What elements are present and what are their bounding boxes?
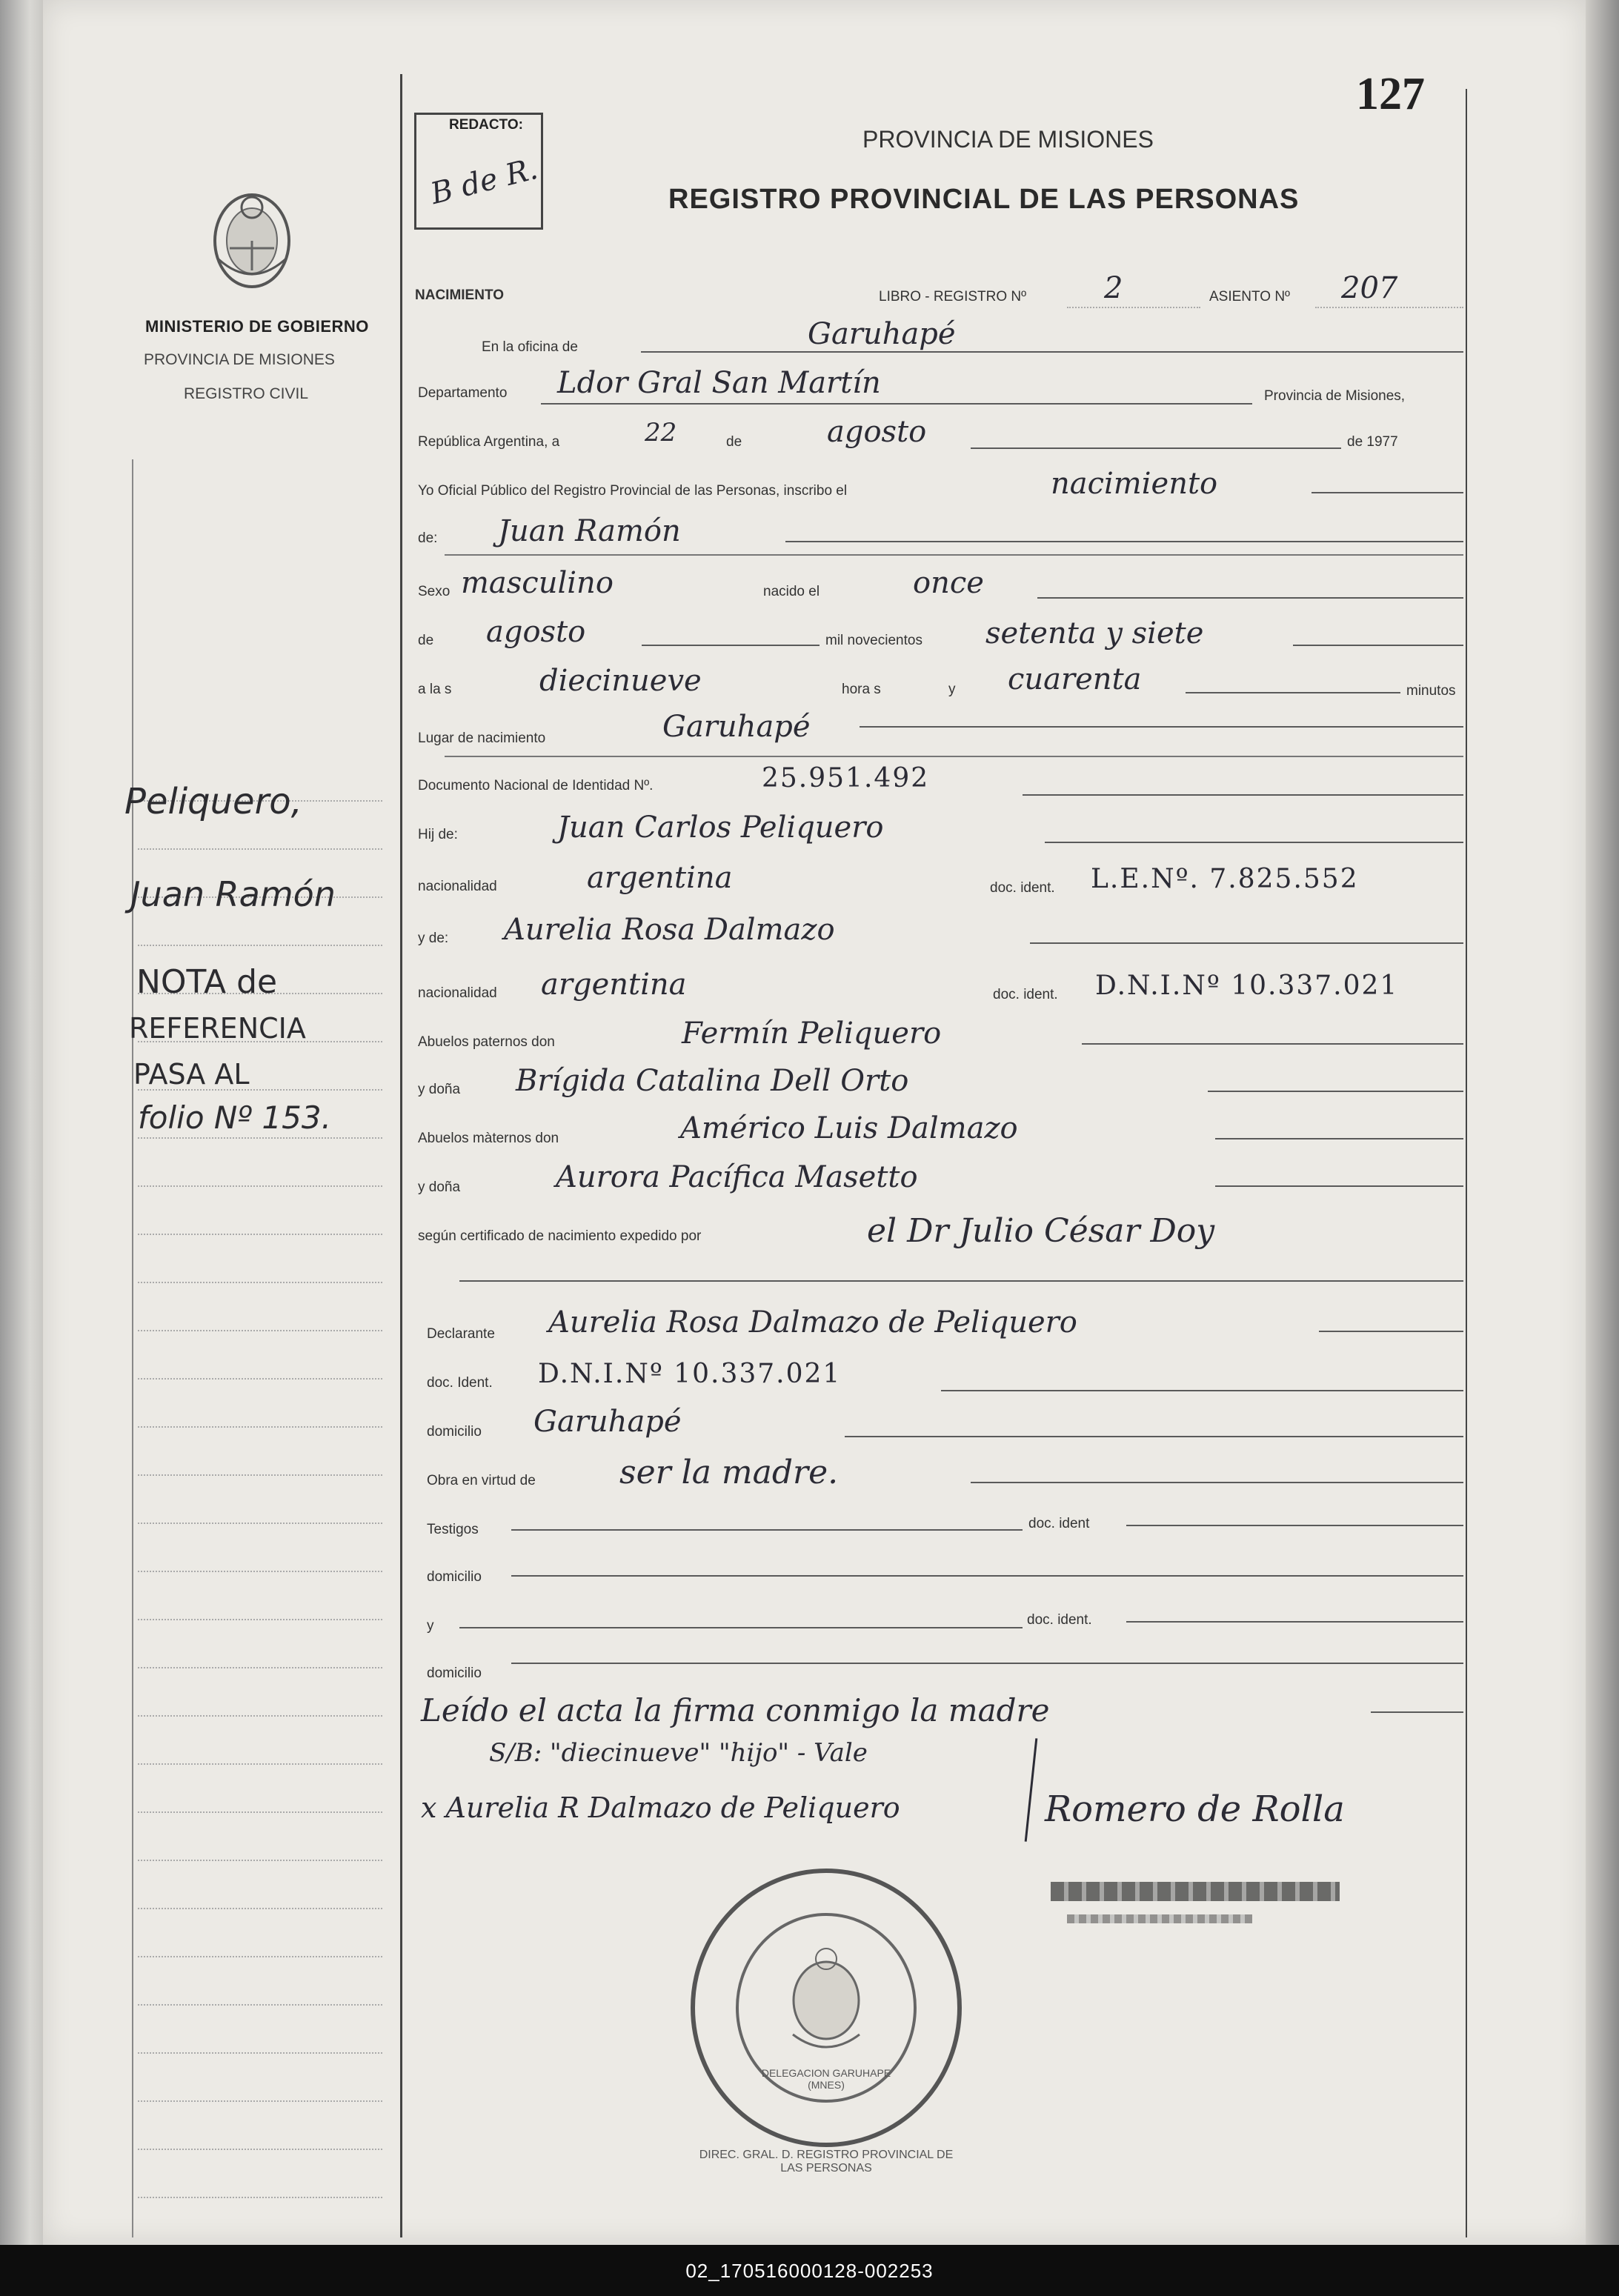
margin-note-line1: NOTA de xyxy=(136,963,278,1001)
oficina-label: En la oficina de xyxy=(482,339,578,355)
sexo-value: masculino xyxy=(461,566,614,600)
margin-line xyxy=(138,1908,382,1909)
domicilio2-line xyxy=(511,1575,1463,1577)
nac2-label: nacionalidad xyxy=(418,985,497,1001)
official-seal-icon xyxy=(682,1860,971,2149)
leido-line xyxy=(1371,1711,1463,1713)
minutos-line xyxy=(1186,692,1400,693)
certificado-value: el Dr Julio César Doy xyxy=(867,1212,1215,1250)
madre-value: Aurelia Rosa Dalmazo xyxy=(504,913,835,947)
dni-line xyxy=(1023,794,1463,796)
leido-text: Leído el acta la firma conmigo la madre xyxy=(421,1692,1050,1728)
alas-label: a la s xyxy=(418,682,452,697)
mes-nac-value: agosto xyxy=(486,615,586,649)
abuela-pat-line xyxy=(1208,1091,1463,1092)
oficina-line xyxy=(641,351,1463,353)
margin-line xyxy=(138,1860,382,1861)
redacted-stamp-bar xyxy=(1051,1882,1340,1901)
obra-line xyxy=(971,1482,1463,1483)
departamento-line xyxy=(541,403,1252,405)
oficial-value: nacimiento xyxy=(1051,467,1218,501)
margin-line xyxy=(138,1956,382,1957)
footer-code: 02_170516000128-002253 xyxy=(685,2260,934,2282)
mes-value: agosto xyxy=(827,415,927,449)
nacido-value: once xyxy=(913,566,984,600)
horas-value: diecinueve xyxy=(539,664,702,698)
docdecl-label: doc. Ident. xyxy=(427,1375,493,1391)
margin-line xyxy=(138,1137,382,1139)
de3-label: de xyxy=(418,633,434,648)
dia-value: 22 xyxy=(645,418,677,447)
header-province: PROVINCIA DE MISIONES xyxy=(862,126,1154,153)
testigos-line xyxy=(511,1529,1023,1531)
lugar-value: Garuhapé xyxy=(662,710,811,744)
oficina-value: Garuhapé xyxy=(808,317,956,351)
margin-surname: Peliquero, xyxy=(124,781,302,822)
mil-line xyxy=(1293,645,1463,646)
docident1-label: doc. ident xyxy=(1028,1516,1090,1531)
abuelo-pat-line xyxy=(1082,1043,1463,1045)
lugar-line xyxy=(860,726,1463,728)
domicilio3-label: domicilio xyxy=(427,1666,482,1681)
docident1-line xyxy=(1126,1525,1463,1526)
margin-line xyxy=(138,2100,382,2102)
certificado-line2 xyxy=(459,1280,1463,1282)
dni-value: 25.951.492 xyxy=(762,763,930,793)
right-form-rule xyxy=(1466,89,1467,2237)
docident2-line xyxy=(1126,1621,1463,1623)
dni-label: Documento Nacional de Identidad Nº. xyxy=(418,778,654,793)
nacido-label: nacido el xyxy=(763,584,820,599)
margin-line xyxy=(138,1523,382,1524)
obra-label: Obra en virtud de xyxy=(427,1473,536,1488)
docdecl-value: D.N.I.Nº 10.337.021 xyxy=(538,1359,842,1389)
mil-label: mil novecientos xyxy=(825,633,922,648)
nac1-label: nacionalidad xyxy=(418,879,497,894)
doc2-value: D.N.I.Nº 10.337.021 xyxy=(1095,971,1399,1001)
margin-line xyxy=(138,2052,382,2054)
page-number: 127 xyxy=(1356,69,1425,119)
nacimiento-label: NACIMIENTO xyxy=(415,287,504,303)
asiento-value: 207 xyxy=(1341,271,1398,305)
lugar-line2 xyxy=(445,756,1463,757)
provincia-label: Provincia de Misiones, xyxy=(1264,388,1406,404)
nac1-value: argentina xyxy=(587,861,733,895)
ydona2-label: y doña xyxy=(418,1179,461,1195)
horas-label: hora s xyxy=(842,682,881,697)
margin-note-line3: PASA AL xyxy=(133,1058,250,1091)
abuelos-mat-label: Abuelos màternos don xyxy=(418,1131,559,1146)
de-label: de xyxy=(726,434,742,450)
margin-line xyxy=(138,1185,382,1187)
mil-value: setenta y siete xyxy=(985,616,1204,650)
yde-label: y de: xyxy=(418,931,449,946)
anio-label: de 1977 xyxy=(1347,434,1398,450)
stamp-text: DIREC. GRAL. D. REGISTRO PROVINCIAL DE LAS PERSONAS xyxy=(699,2149,954,2174)
libro-line xyxy=(1067,307,1200,308)
margin-rule-left xyxy=(132,459,133,2237)
lugar-label: Lugar de nacimiento xyxy=(418,731,546,746)
firma-oficial: Romero de Rolla xyxy=(1045,1788,1345,1830)
margin-line xyxy=(138,1282,382,1283)
de2-label: de: xyxy=(418,530,438,546)
nombre-value: Juan Ramón xyxy=(498,514,681,548)
left-form-rule xyxy=(400,74,402,2237)
redacto-value: B de R. xyxy=(427,151,542,212)
margin-line xyxy=(138,1763,382,1765)
domicilio-value: Garuhapé xyxy=(533,1405,682,1439)
margin-note-line4: folio Nº 153. xyxy=(138,1099,331,1136)
y-label: y xyxy=(948,682,956,697)
doc1-label: doc. ident. xyxy=(990,880,1055,896)
margin-line xyxy=(138,2004,382,2006)
abuelo-pat-value: Fermín Peliquero xyxy=(682,1016,942,1051)
sexo-label: Sexo xyxy=(418,584,451,599)
nombre-line2 xyxy=(445,554,1463,556)
domicilio-label: domicilio xyxy=(427,1424,482,1440)
redacto-label: REDACTO: xyxy=(449,117,523,133)
margin-line xyxy=(138,1426,382,1428)
declarante-value: Aurelia Rosa Dalmazo de Peliquero xyxy=(548,1305,1077,1340)
book-binding-edge xyxy=(0,0,43,2245)
left-province: PROVINCIA DE MISIONES xyxy=(144,351,335,368)
domicilio-line xyxy=(845,1436,1463,1437)
abuela-mat-value: Aurora Pacífica Masetto xyxy=(556,1160,918,1194)
firma-madre: x Aurelia R Dalmazo de Peliquero xyxy=(421,1791,900,1824)
libro-label: LIBRO - REGISTRO Nº xyxy=(879,289,1027,305)
docdecl-line xyxy=(941,1390,1463,1391)
libro-value: 2 xyxy=(1104,271,1123,305)
stamp-inner: DELEGACION GARUHAPE (MNES) xyxy=(761,2067,891,2091)
domicilio2-label: domicilio xyxy=(427,1569,482,1585)
declarante-label: Declarante xyxy=(427,1326,495,1342)
abuelo-mat-line xyxy=(1215,1138,1463,1139)
declarante-line xyxy=(1319,1331,1463,1332)
margin-line xyxy=(138,1330,382,1331)
certificado-label: según certificado de nacimiento expedido por xyxy=(418,1228,702,1244)
margin-line xyxy=(138,1619,382,1620)
margin-line xyxy=(138,2197,382,2198)
oficial-line xyxy=(1312,492,1463,493)
argentina-emblem-icon xyxy=(200,178,304,296)
margin-line xyxy=(138,1571,382,1572)
y2-label: y xyxy=(427,1618,434,1634)
padre-value: Juan Carlos Peliquero xyxy=(557,811,884,845)
doc2-label: doc. ident. xyxy=(993,987,1058,1002)
left-registry: REGISTRO CIVIL xyxy=(184,385,309,402)
minutos-value: cuarenta xyxy=(1008,662,1142,696)
abuela-mat-line xyxy=(1215,1185,1463,1187)
hijo-label: Hij de: xyxy=(418,827,458,842)
oficial-label: Yo Oficial Público del Registro Provincial de las Personas, inscribo el xyxy=(418,483,848,499)
redacted-stamp-bar xyxy=(1067,1914,1252,1923)
abuelo-mat-value: Américo Luis Dalmazo xyxy=(680,1111,1018,1145)
testigos-label: Testigos xyxy=(427,1522,479,1537)
margin-name: Juan Ramón xyxy=(130,874,336,914)
page-right-edge xyxy=(1586,0,1619,2245)
margin-line xyxy=(138,1378,382,1380)
margin-line xyxy=(138,945,382,946)
margin-line xyxy=(138,2149,382,2150)
salvado-text: S/B: "diecinueve" "hijo" - Vale xyxy=(489,1738,868,1768)
republica-label: República Argentina, a xyxy=(418,434,560,450)
departamento-value: Ldor Gral San Martín xyxy=(557,366,881,400)
abuela-pat-value: Brígida Catalina Dell Orto xyxy=(516,1064,909,1098)
margin-note-line2: REFERENCIA xyxy=(129,1012,306,1045)
margin-line xyxy=(138,1474,382,1476)
header-registry: REGISTRO PROVINCIAL DE LAS PERSONAS xyxy=(668,184,1300,215)
doc1-value: L.E.Nº. 7.825.552 xyxy=(1091,864,1359,894)
margin-line xyxy=(138,848,382,850)
y2-line xyxy=(459,1627,1023,1628)
nombre-line xyxy=(785,541,1463,542)
nac2-value: argentina xyxy=(541,968,687,1002)
asiento-label: ASIENTO Nº xyxy=(1209,289,1290,305)
margin-line xyxy=(138,1811,382,1813)
ydona1-label: y doña xyxy=(418,1082,461,1097)
padre-line xyxy=(1045,842,1463,843)
madre-line xyxy=(1030,942,1463,944)
abuelos-pat-label: Abuelos paternos don xyxy=(418,1034,555,1050)
mes-line xyxy=(971,447,1341,449)
asiento-line xyxy=(1315,307,1463,308)
docident2-label: doc. ident. xyxy=(1027,1612,1092,1628)
margin-line xyxy=(138,1667,382,1668)
departamento-label: Departamento xyxy=(418,385,508,401)
nacido-line xyxy=(1037,597,1463,599)
margin-line xyxy=(138,1234,382,1235)
margin-line xyxy=(138,1715,382,1717)
obra-value: ser la madre. xyxy=(619,1454,839,1491)
mes-nac-line xyxy=(642,645,820,646)
minutos-label: minutos xyxy=(1406,683,1456,699)
domicilio3-line xyxy=(511,1663,1463,1664)
ministry-name: MINISTERIO DE GOBIERNO xyxy=(145,317,369,336)
